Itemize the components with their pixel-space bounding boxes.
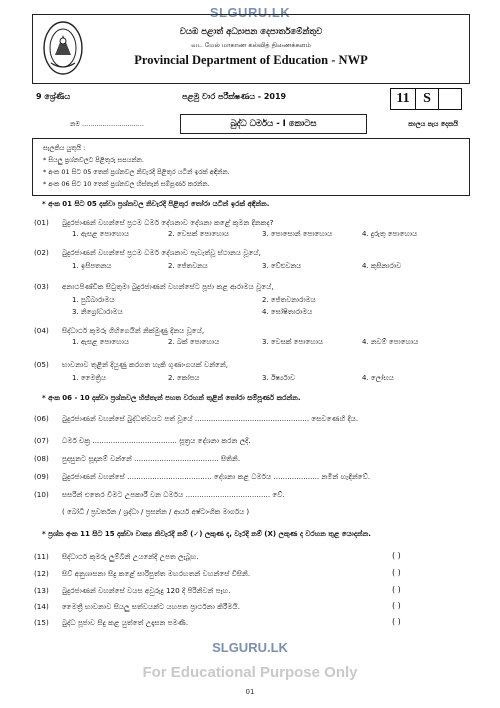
question-number: (10) (34, 490, 49, 499)
subject-title: බුද්ධ ධර්මය - I කොටස (180, 114, 367, 134)
section2-title: * අංක 06 - 10 දක්වා ප්‍රශ්නවල හිස්තැන් පහත වරහන් තුළින් තෝරා සම්පූර්ණ කරන්න. (42, 394, 301, 402)
question-text: සිද්ධාර්ථ කුමරු ලුම්බිනි උයනේදී උපත ලැබූහ. (62, 552, 199, 561)
mcq-option[interactable]: 2. ජේතවනාරාමය (262, 296, 316, 304)
question-text: බුද්ධ පූජාව සිදු කළ යුත්තේ උදෑසන පමණි. (62, 618, 189, 627)
question-number: (14) (34, 602, 49, 611)
question-number: (02) (34, 248, 49, 257)
question-number: (09) (34, 472, 49, 481)
mcq-option[interactable]: 4. දුරුතු පොහොය (362, 230, 418, 238)
mcq-option[interactable]: 4. නවම් පොහොය (362, 338, 419, 346)
question-text: සිව් අනුශාසනා සිදු කළේ සාරිපුත්ත මහරහතන් වහන්සේ විසිනි. (62, 569, 251, 578)
question-text: සිද්ධාර්ථ කුමරු ගිහිගෙයින් නික්මුණු දිනය වූයේ, (62, 326, 205, 335)
instruction-line: * අංක 01 සිට 05 තෙක් ප්‍රශ්නවල නිවැරදි පිළිතුර යටින් ඉරක් අඳින්න. (43, 168, 230, 176)
section1-title: * අංක 01 සිට 05 දක්වා ප්‍රශ්නවල නිවැරදි පිළිතුර තෝරා යටින් ඉරක් අඳින්න. (42, 200, 270, 208)
mcq-option[interactable]: 3. නිග්‍රෝධාරාමය (72, 308, 123, 316)
question-text: බුදුරජාණන් වහන්සේ වයස අවුරුදු 120 දී පිරිනිවන් පෑහ. (62, 586, 231, 595)
name-field[interactable]: නම .............................. (70, 120, 145, 128)
instruction-line: * සියලු ප්‍රශ්නවලට පිළිතුරු සපයන්න. (43, 156, 144, 164)
mcq-option[interactable]: 2. බක් පොහොය (168, 338, 220, 346)
question-number: (12) (34, 569, 49, 578)
question-number: (05) (34, 360, 49, 369)
instructions-box (32, 138, 470, 196)
question-text: මෛත්‍රී භාවනාව සියලු සත්වයන්ට යහපත ප්‍රාර්ථනා කිරීමයි. (62, 602, 240, 611)
question-text[interactable]: පුදසුනට සූදානම් වන්නේ ..................................... සිතිනි. (62, 454, 241, 463)
question-number: (07) (34, 436, 49, 445)
question-number: (15) (34, 618, 49, 627)
question-text: භාවනාව තුළින් දියුණු කරගත හැකි ගුණාංගයක් වන්නේ, (62, 360, 229, 369)
instruction-line: සැලකිය යුතුයි : (43, 144, 86, 152)
mcq-option[interactable]: 2. වෙසක් පොහොය (168, 230, 230, 238)
paper-code-blank (439, 89, 461, 109)
mcq-option[interactable]: 4. ඝෝෂිතාරාමය (262, 308, 313, 316)
paper-code-letter: S (416, 89, 439, 109)
mcq-option[interactable]: 1. ඇසළ පොහොය (72, 338, 129, 346)
header-english-title: Provincial Department of Education - NWP (134, 53, 368, 67)
question-text[interactable]: බුදුරජාණන් වහන්සේ ..................................... දේශනා කළ ධර්මය .................... නමින් හැඳින්වේ. (62, 472, 371, 481)
answer-bracket[interactable]: ( ) (392, 585, 401, 594)
question-number: (04) (34, 326, 49, 335)
answer-bracket[interactable]: ( ) (392, 551, 401, 560)
question-number: (03) (34, 282, 49, 291)
paper-code-box (390, 88, 462, 110)
subject-row (32, 114, 468, 134)
mcq-option[interactable]: 1. ඉසිපතනය (72, 262, 112, 270)
mcq-option[interactable]: 2. ජේතවනය (168, 262, 208, 270)
question-number: (01) (34, 218, 49, 227)
question-number: (13) (34, 586, 49, 595)
paper-code-number: 11 (391, 89, 416, 109)
question-text: අනාථපිණ්ඩික සිටුතුමා බුදුරජාණන් වහන්සේට පූජා කළ ආරාමය වූයේ, (62, 282, 274, 291)
question-text[interactable]: බුදුරජාණන් වහන්සේ බුද්ධත්වයට පත් වූයේ .................................................. සෙවණෙහි දීය. (62, 414, 359, 423)
question-number: (06) (34, 414, 49, 423)
question-number: (08) (34, 454, 49, 463)
mcq-option[interactable]: 4. ලෝභය (362, 374, 394, 382)
question-number: (11) (34, 552, 49, 561)
watermark-bottom: SLGURU.LK (212, 640, 288, 655)
mcq-option[interactable]: 3. පොසොන් පොහොය (262, 230, 333, 238)
grade-label: 9 ශ්‍රේණිය (36, 92, 71, 101)
section3-title: * ප්‍රශ්න අංක 11 සිට 15 දක්වා වාක්‍ය නිවැරදි නම් (✓) ලකුණ ද, වැරදි නම් (X) ලකුණ ද වරහන තුළ යොදන්න. (42, 530, 371, 538)
answer-bracket[interactable]: ( ) (392, 601, 401, 610)
mcq-option[interactable]: 3. ඊර්ෂ්‍යාව (262, 374, 295, 382)
mcq-option[interactable]: 1. ඇසළ පොහොය (72, 230, 129, 238)
term-label: පළමු වාර පරීක්ෂණය - 2019 (182, 92, 287, 101)
mcq-option[interactable]: 1. පුබ්බාරාමය (72, 296, 115, 304)
instruction-line: * අංක 06 සිට 10 තෙක් ප්‍රශ්නවල හිස්තැන් සම්පූර්ණ කරන්න. (43, 180, 210, 188)
header-box (32, 14, 470, 84)
mcq-option[interactable]: 2. කෝපය (168, 374, 200, 382)
page-number: 01 (245, 688, 255, 696)
question-text: බුදුරජාණන් වහන්සේ ප්‍රථම ධර්ම දේශනාව දේශනා කළේ කුමන දිනකද? (62, 218, 274, 227)
header-sinhala-title: වයඹ පළාත් අධ්‍යාපන දෙපාර්තමේන්තුව (179, 27, 323, 37)
question-text: බුදුරජාණන් වහන්සේ ප්‍රථම ධර්ම දේශනාව පැවැත්වූ ස්ථානය වූයේ, (62, 248, 261, 257)
answer-bracket[interactable]: ( ) (392, 568, 401, 577)
header-tamil-title: வட மேல் மாகாண கல்வித் திணைக்களம் (191, 41, 311, 49)
mcq-option[interactable]: 1. මෛත්‍රිය (72, 374, 106, 382)
exam-info-row (32, 88, 468, 110)
watermark-top: SLGURU.LK (209, 5, 291, 20)
word-bank: ( බෝධි / ප්‍රවර්තන / ශ්‍රද්ධා / ප්‍රසන්න / ආර්ය අෂ්ටාංගික මාර්ගය ) (62, 508, 250, 516)
question-text[interactable]: සසරින් එතෙර වීමට උපකාරී වන ධර්මය ..................................... වේ. (62, 490, 285, 499)
time-label: කාලය පැය දෙකයි (408, 120, 458, 128)
mcq-option[interactable]: 3. වේළුවනය (262, 262, 302, 270)
mcq-option[interactable]: 4. කුසිනාරාව (362, 262, 402, 270)
mcq-option[interactable]: 3. වෙසක් පොහොය (262, 338, 324, 346)
answer-bracket[interactable]: ( ) (392, 617, 401, 626)
question-text[interactable]: ධර්ම චක්‍ර ..................................... සූත්‍රය දේශනා කරන ලදී. (62, 436, 251, 445)
watermark-footer: For Educational Purpose Only (142, 664, 358, 681)
